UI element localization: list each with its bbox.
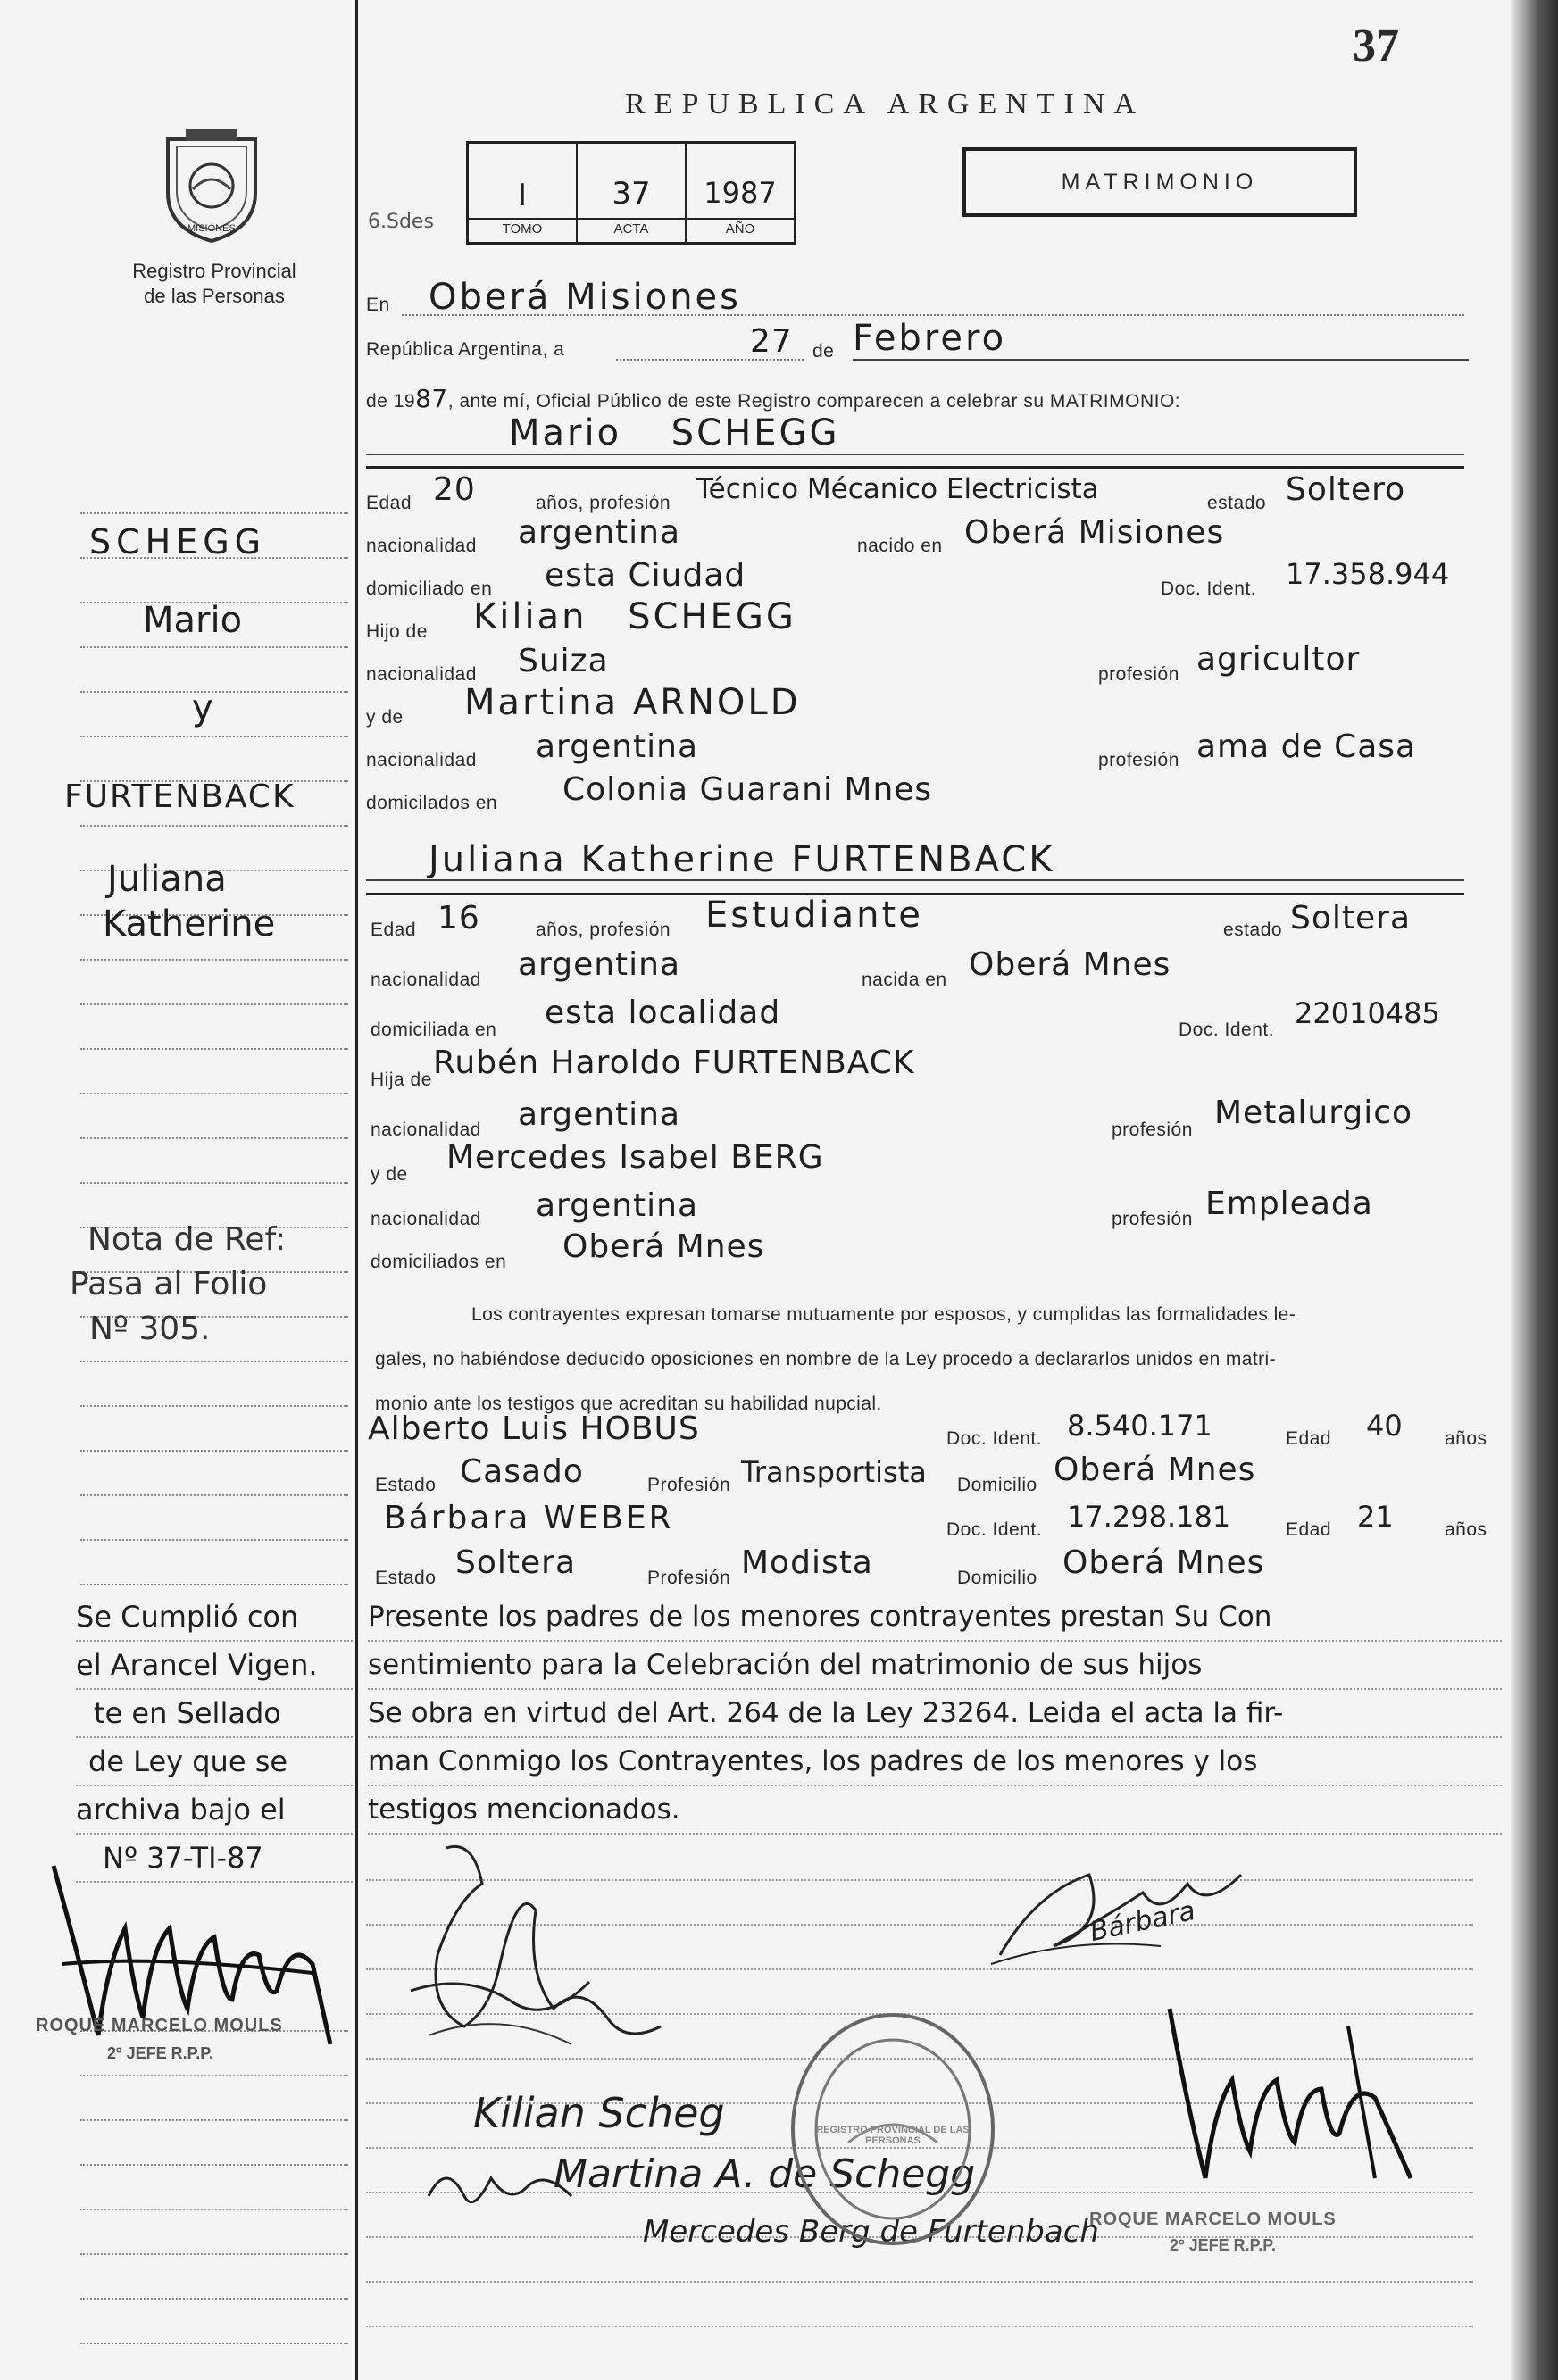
witness2-domicilio: Oberá Mnes — [1062, 1544, 1265, 1581]
margin-line — [80, 959, 348, 961]
margin-line — [80, 1494, 348, 1496]
left-stamp-line2: 2º JEFE R.P.P. — [107, 2044, 213, 2062]
registry-label-line1: Registro Provincial — [132, 260, 296, 282]
margin-line — [80, 2209, 348, 2210]
place-value: Oberá Misiones — [429, 277, 742, 318]
margin-bride-surname: FURTENBACK — [64, 778, 296, 815]
contrayentes-signature — [393, 1830, 679, 2062]
witness2-estado: Soltera — [455, 1544, 577, 1581]
bride-domiciliados-label: domiciliados en — [371, 1252, 507, 1272]
acta-cell — [578, 144, 687, 242]
margin-line — [80, 2343, 348, 2344]
tomo-acta-anio-box — [466, 141, 796, 245]
witness2-profesion: Modista — [741, 1544, 873, 1581]
observation-line-4: man Conmigo los Contrayentes, los padres de los menores y los — [368, 1738, 1502, 1786]
signature-mercedes: Mercedes Berg de Furtenbach — [643, 2214, 1099, 2250]
bride-mother-prof: Empleada — [1205, 1186, 1373, 1222]
witness1-anos-label: años — [1445, 1428, 1487, 1449]
witness1-name: Alberto Luis HOBUS — [368, 1411, 700, 1447]
witness2-edad-label: Edad — [1286, 1519, 1332, 1540]
page-number: 37 — [1353, 21, 1399, 71]
witness1-edad-label: Edad — [1286, 1428, 1332, 1449]
witness1-domicilio: Oberá Mnes — [1054, 1452, 1256, 1488]
bride-nacionalidad: argentina — [518, 946, 681, 983]
groom-hijo-label: Hijo de — [366, 621, 428, 642]
margin-line — [80, 646, 348, 648]
tomo-cell — [469, 144, 578, 242]
groom-mother-prof: ama de Casa — [1196, 728, 1417, 765]
declaration-line-1: Los contrayentes expresan tomarse mutuamente por esposos, y cumplidas las formalidades le- — [471, 1304, 1296, 1325]
groom-domiciliados-label: domicilados en — [366, 793, 498, 813]
margin-line — [80, 1137, 348, 1139]
doc-type-label: MATRIMONIO — [1061, 169, 1259, 195]
declaration-line-2: gales, no habiéndose deducido oposiciones en nombre de la Ley procedo a declararlos unidos en matri- — [375, 1349, 1276, 1369]
groom-father-prof: agricultor — [1196, 641, 1361, 678]
groom-edad-label: Edad — [366, 493, 412, 513]
left-margin-rule — [355, 0, 358, 2380]
left-stamp-line1: ROQUE MARCELO MOULS — [36, 2016, 283, 2035]
margin-line — [80, 512, 348, 514]
registry-label-line2: de las Personas — [144, 285, 285, 307]
margin-line — [80, 736, 348, 737]
signature-hobus — [420, 2143, 580, 2232]
declaration-line-3: monio ante los testigos que acreditan su habilidad nupcial. — [375, 1394, 882, 1414]
margin-line — [80, 1003, 348, 1005]
witness1-doc-label: Doc. Ident. — [946, 1428, 1043, 1449]
groom-separator — [366, 466, 1464, 469]
bride-estado: Soltera — [1290, 900, 1412, 936]
bride-hija-label: Hija de — [371, 1069, 432, 1090]
margin-line — [80, 1048, 348, 1050]
margin-line — [80, 825, 348, 827]
margin-bride-first-1: Juliana — [107, 859, 227, 900]
arancel-line-6: Nº 37-TI-87 — [76, 1835, 353, 1883]
signature-barbara: Bárbara — [1087, 1894, 1198, 1949]
observation-line-1: Presente los padres de los menores contrayentes prestan Su Con — [368, 1594, 1502, 1642]
witness1-profesion: Transportista — [741, 1455, 927, 1489]
bride-birthplace: Oberá Mnes — [969, 946, 1171, 983]
witness2-doc: 17.298.181 — [1067, 1500, 1231, 1534]
groom-mother-prof-label: profesión — [1098, 750, 1179, 770]
signature-kilian: Kilian Scheg — [473, 2089, 725, 2137]
doc-type-box — [962, 147, 1357, 217]
bride-father: Rubén Haroldo FURTENBACK — [433, 1044, 915, 1081]
margin-groom-first: Mario — [143, 600, 243, 641]
margin-line — [80, 1405, 348, 1407]
acta-value: 37 — [612, 176, 651, 212]
groom-name: Mario SCHEGG — [509, 412, 840, 454]
bride-anos-profesion-label: años, profesión — [536, 920, 671, 940]
groom-anos-profesion-label: años, profesión — [536, 493, 671, 513]
tomo-value: I — [517, 178, 528, 213]
bride-domicilio: esta localidad — [545, 994, 781, 1031]
arancel-line-5: archiva bajo el — [76, 1786, 353, 1835]
groom-mother-nac: argentina — [536, 728, 699, 765]
tomo-label: TOMO — [469, 218, 576, 237]
margin-line — [80, 1539, 348, 1541]
groom-father-nac-label: nacionalidad — [366, 664, 477, 685]
groom-doc: 17.358.944 — [1286, 557, 1450, 591]
groom-mother-nac-label: nacionalidad — [366, 750, 477, 770]
margin-line — [80, 2075, 348, 2076]
margin-line — [80, 1361, 348, 1362]
groom-birthplace: Oberá Misiones — [964, 514, 1225, 551]
witness2-profesion-label: Profesión — [647, 1568, 731, 1588]
arancel-line-3: te en Sellado — [76, 1690, 353, 1738]
year-prefix-label: de 19 — [366, 391, 416, 412]
bride-mother: Mercedes Isabel BERG — [446, 1139, 824, 1176]
right-stamp-line1: ROQUE MARCELO MOULS — [1089, 2209, 1337, 2229]
ruled-line — [366, 2326, 1473, 2327]
arancel-line-2: el Arancel Vigen. — [76, 1642, 353, 1690]
witness1-doc: 8.540.171 — [1067, 1409, 1212, 1443]
bride-mother-nac-label: nacionalidad — [371, 1209, 481, 1229]
seal-caption: MISIONES — [187, 223, 236, 234]
bride-doc: 22010485 — [1295, 996, 1440, 1030]
margin-line — [80, 1450, 348, 1452]
margin-nota-1: Nota de Ref: — [87, 1221, 287, 1258]
bride-father-nac: argentina — [518, 1096, 681, 1133]
arancel-line-4: de Ley que se — [76, 1738, 353, 1786]
observation-line-5: testigos mencionados. — [368, 1786, 1502, 1835]
bride-father-prof-label: profesión — [1112, 1119, 1193, 1140]
groom-father-prof-label: profesión — [1098, 664, 1179, 685]
bride-nac-label: nacionalidad — [371, 969, 481, 990]
bride-edad-label: Edad — [371, 920, 417, 940]
groom-father: Kilian SCHEGG — [473, 596, 796, 637]
observation-line-2: sentimiento para la Celebración del matrimonio de sus hijos — [368, 1642, 1502, 1690]
witness2-name: Bárbara WEBER — [384, 1500, 674, 1536]
bride-age: 16 — [437, 900, 480, 936]
ruled-line — [366, 2281, 1473, 2283]
groom-estado-label: estado — [1207, 493, 1267, 513]
year-suffix: 87 — [415, 384, 448, 413]
groom-father-nac: Suiza — [518, 643, 609, 679]
groom-mother: Martina ARNOLD — [464, 682, 801, 723]
bride-mother-nac: argentina — [536, 1187, 699, 1224]
year-prefix — [366, 384, 1180, 413]
margin-line — [80, 1584, 348, 1585]
acta-label: ACTA — [578, 218, 685, 237]
groom-age: 20 — [433, 471, 476, 508]
groom-doc-label: Doc. Ident. — [1161, 578, 1257, 599]
bride-yde-label: y de — [371, 1164, 408, 1185]
bride-doc-label: Doc. Ident. — [1179, 1019, 1275, 1040]
groom-domicilio: esta Ciudad — [545, 557, 746, 594]
margin-nota-3: Nº 305. — [89, 1311, 211, 1347]
observation-line-3: Se obra en virtud del Art. 264 de la Ley 23264. Leida el acta la fir- — [368, 1690, 1502, 1738]
bride-parents-dom: Oberá Mnes — [562, 1228, 765, 1265]
witness1-estado: Casado — [460, 1453, 584, 1490]
bride-profession: Estudiante — [705, 895, 923, 936]
groom-dom-label: domiciliado en — [366, 578, 493, 599]
witness2-estado-label: Estado — [375, 1568, 437, 1588]
bride-dom-label: domiciliada en — [371, 1019, 497, 1040]
month-line — [853, 359, 1469, 361]
ante-text: , ante mí, Oficial Público de este Registro comparecen a celebrar su MATRIMONIO: — [447, 391, 1181, 412]
bride-mother-prof-label: profesión — [1112, 1209, 1193, 1229]
signature-martina: Martina A. de Schegg — [554, 2151, 976, 2197]
margin-conj: y — [192, 687, 213, 728]
margin-line — [80, 1093, 348, 1094]
right-stamp-line2: 2º JEFE R.P.P. — [1170, 2236, 1276, 2254]
arancel-line-1: Se Cumplió con — [76, 1594, 353, 1642]
groom-parents-dom: Colonia Guarani Mnes — [562, 771, 933, 808]
bride-nacida-label: nacida en — [862, 969, 947, 990]
witness1-profesion-label: Profesión — [647, 1475, 731, 1495]
bride-father-nac-label: nacionalidad — [371, 1119, 481, 1140]
groom-name-line — [366, 454, 1464, 455]
witness2-doc-label: Doc. Ident. — [946, 1519, 1043, 1540]
groom-profession: Técnico Mécanico Electricista — [696, 473, 1099, 505]
country-title: REPUBLICA ARGENTINA — [625, 87, 1145, 121]
margin-line — [80, 691, 348, 693]
anio-value: 1987 — [704, 176, 777, 210]
margin-bride-first-2: Katherine — [103, 903, 276, 945]
groom-nac-label: nacionalidad — [366, 536, 477, 556]
margin-line — [80, 2119, 348, 2121]
right-official-signature — [1152, 2000, 1420, 2196]
day-value: 27 — [750, 323, 793, 360]
anio-label: AÑO — [687, 218, 794, 237]
groom-estado: Soltero — [1286, 471, 1406, 508]
de-label: de — [812, 341, 835, 362]
witness2-age: 21 — [1357, 1500, 1394, 1534]
anio-cell — [687, 144, 794, 242]
declaration-text — [375, 1293, 1496, 1427]
margin-nota-2: Pasa al Folio — [70, 1266, 268, 1302]
round-seal-text: REGISTRO PROVINCIAL DE LAS PERSONAS — [816, 2125, 970, 2146]
margin-note-sdes: 6.Sdes — [368, 211, 434, 233]
bride-estado-label: estado — [1223, 920, 1283, 940]
bride-father-prof: Metalurgico — [1214, 1094, 1413, 1131]
margin-line — [80, 2164, 348, 2166]
bride-name: Juliana Katherine FURTENBACK — [429, 839, 1055, 880]
republica-label: República Argentina, a — [366, 339, 565, 360]
registry-label — [107, 259, 321, 309]
groom-nacido-label: nacido en — [857, 536, 943, 556]
margin-line — [80, 2253, 348, 2255]
month-value: Febrero — [853, 318, 1007, 359]
witness1-estado-label: Estado — [375, 1475, 437, 1495]
margin-groom-surname: SCHEGG — [89, 522, 267, 562]
witness2-anos-label: años — [1445, 1519, 1487, 1540]
margin-arancel — [76, 1594, 353, 1883]
margin-line — [80, 2298, 348, 2300]
witness2-domicilio-label: Domicilio — [957, 1568, 1037, 1588]
margin-line — [80, 1182, 348, 1184]
groom-yde-label: y de — [366, 707, 404, 728]
groom-nacionalidad: argentina — [518, 514, 681, 551]
witness1-age: 40 — [1366, 1409, 1403, 1443]
observations-text — [368, 1594, 1502, 1835]
right-edge-shadow — [1511, 0, 1558, 2380]
en-label: En — [366, 295, 390, 315]
witness1-domicilio-label: Domicilio — [957, 1475, 1037, 1495]
